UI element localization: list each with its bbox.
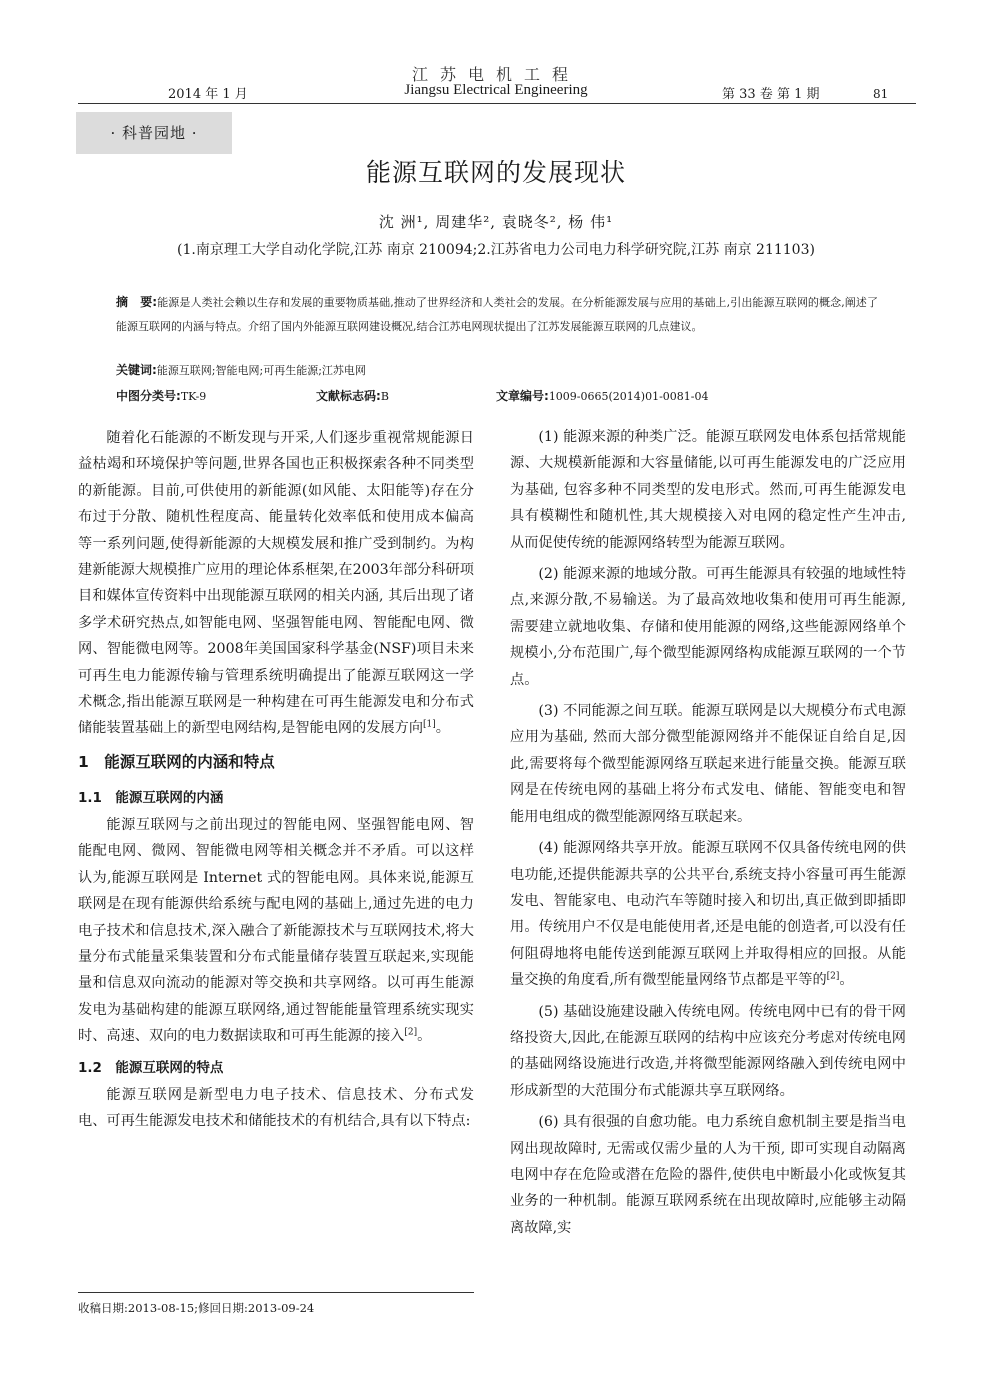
section-1-2-heading: 1.2 能源互联网的特点 [78,1059,224,1076]
feature-item-4 [510,835,906,993]
affiliations: (1.南京理工大学自动化学院,江苏 南京 210094;2.江苏省电力公司电力科学研究院,江苏 南京 211103) [177,242,815,258]
citation-ref: [2] [826,971,840,982]
left-column [78,425,474,1134]
citation-ref: [1] [423,719,436,730]
clc-number [116,387,206,404]
footnote-rule [78,1292,474,1293]
article-number [496,387,709,404]
clc-value: TK-9 [180,390,207,403]
feature-item-4-text: (4) 能源网络共享开放。能源互联网不仅具备传统电网的供电功能,还提供能源共享的公共平台,系统支持小容量可再生能源发电、智能家电、电动汽车等随时接入和切出,真正做到即插即用。传统用户不仅是电能使用者,还是电能的创造者,可以没有任何阻碍地将电能传送到能源互联网上并取得相应的回报。从能量交换的角度看,所有微型能量网络节点都是平等的 [510,840,906,989]
clc-label: 中图分类号: [116,389,181,403]
feature-item-1: (1) 能源来源的种类广泛。能源互联网发电体系包括常规能源、大规模新能源和大容量储能,以可再生能源发电的广泛应用为基础, 包容多种不同类型的发电形式。然而,可再生能源发电具有模糊性和随机性,其大规模接入对电网的稳定性产生冲击, 从而促使传统的能源网络转型为能源互联网。 [510,429,906,551]
authors: 沈 洲¹, 周建华², 袁晓冬², 杨 伟¹ [378,213,614,231]
doc-code [316,387,389,404]
doc-label: 文献标志码: [316,389,381,403]
section-1-heading: 1 能源互联网的内涵和特点 [78,752,275,771]
section-1-1-heading: 1.1 能源互联网的内涵 [78,789,224,806]
intro-paragraph [78,425,474,742]
feature-item-4-end: 。 [839,972,854,989]
section-1-1-text: 能源互联网与之前出现过的智能电网、坚强智能电网、智能配电网、微网、智能微电网等相关概念并不矛盾。可以这样认为,能源互联网是 Internet 式的智能电网。具体来说,能源互联网是在现有能源供给系统与配电网的基础上,通过先进的电力电子技术和信息技术,深入融合了新能源技术与互联网技术,将大量分布式能量采集装置和分布式能量储存装置互联起来,实现能量和信息双向流动的能源对等交换和共享网络。以可再生能源发电为基础构建的能源互联网络,通过智能能量管理系统实现实时、高速、双向的电力数据读取和可再生能源的接入 [78,816,474,1045]
doc-value: B [380,390,389,403]
page-number: 81 [873,87,889,101]
article-value: 1009-0665(2014)01-0081-04 [548,390,709,403]
keywords-label: 关键词: [116,363,157,377]
feature-item-6: (6) 具有很强的自愈功能。电力系统自愈机制主要是指当电网出现故障时, 无需或仅需少量的人为干预, 即可实现自动隔离电网中存在危险或潜在危险的器件,使供电中断最小化或恢复其业务的一种机制。能源互联网系统在出现故障时,应能够主动隔离故障,实 [510,1114,906,1236]
issue-date: 2014 年 1 月 [168,87,248,102]
header-rule [78,103,916,104]
journal-title-en: Jiangsu Electrical Engineering [404,82,588,98]
abstract-text: 能源是人类社会赖以生存和发展的重要物质基础,推动了世界经济和人类社会的发展。在分析能源发展与应用的基础上,引出能源互联网的概念,阐述了能源互联网的内涵与特点。介绍了国内外能源互联网建设概况,结合江苏电网现状提出了江苏发展能源互联网的几点建议。 [116,296,878,333]
section-1-1-paragraph [78,812,474,1050]
abstract-label: 摘 要: [116,295,158,309]
column-tag: · 科普园地 · [76,112,232,154]
journal-title-cn: 江苏电机工程 [411,65,580,84]
article-label: 文章编号: [496,389,549,403]
classification-meta [116,387,878,405]
citation-ref: [2] [404,1027,418,1038]
intro-end: 。 [435,720,450,737]
abstract [116,290,878,339]
feature-item-5: (5) 基础设施建设融入传统电网。传统电网中已有的骨干网络投资大,因此,在能源互联网的结构中应该充分考虑对传统电网的基础网络设施进行改造,并将微型能源网络融入到传统电网中形成新型的大范围分布式能源共享互联网络。 [510,1003,906,1099]
article-title: 能源互联网的发展现状 [365,158,626,187]
received-date-footnote: 收稿日期:2013-08-15;修回日期:2013-09-24 [78,1301,315,1315]
feature-item-3: (3) 不同能源之间互联。能源互联网是以大规模分布式电源应用为基础, 然而大部分微型能源网络并不能保证自给自足,因此,需要将每个微型能源网络互联起来进行能量交换。能源互联网是在传统电网的基础上将分布式发电、储能、智能变电和智能用电组成的微型能源网络互联起来。 [510,703,906,825]
volume-issue: 第 33 卷 第 1 期 [722,87,820,102]
keywords [116,361,878,378]
feature-item-2: (2) 能源来源的地域分散。可再生能源具有较强的地域性特点,来源分散,不易输送。为了最高效地收集和使用可再生能源,需要建立就地收集、存储和使用能源的网络,这些能源网络单个规模小,分布范围广,每个微型能源网络构成能源互联网的一个节点。 [510,566,906,688]
section-1-1-end: 。 [417,1028,432,1045]
section-1-2-paragraph: 能源互联网是新型电力电子技术、信息技术、分布式发电、可再生能源发电技术和储能技术的有机结合,具有以下特点: [78,1086,474,1129]
intro-text: 随着化石能源的不断发现与开采,人们逐步重视常规能源日益枯竭和环境保护等问题,世界各国也正积极探索各种不同类型的新能源。目前,可供使用的新能源(如风能、太阳能等)存在分布过于分散、随机性程度高、能量转化效率低和使用成本偏高等一系列问题,使得新能源的大规模发展和推广受到制约。为构建新能源大规模推广应用的理论体系框架,在2003年部分科研项目和媒体宣传资料中出现能源互联网的相关内涵, 其后出现了诸多学术研究热点,如智能电网、坚强智能电网、智能配电网、微网、智能微电网等。2008年美国国家科学基金(NSF)项目未来可再生电力能源传输与管理系统明确提出了能源互联网这一学术概念,指出能源互联网是一种构建在可再生能源发电和分布式储能装置基础上的新型电网结构,是智能电网的发展方向 [78,430,474,737]
keywords-text: 能源互联网;智能电网;可再生能源;江苏电网 [156,364,366,377]
right-column [510,424,906,1246]
